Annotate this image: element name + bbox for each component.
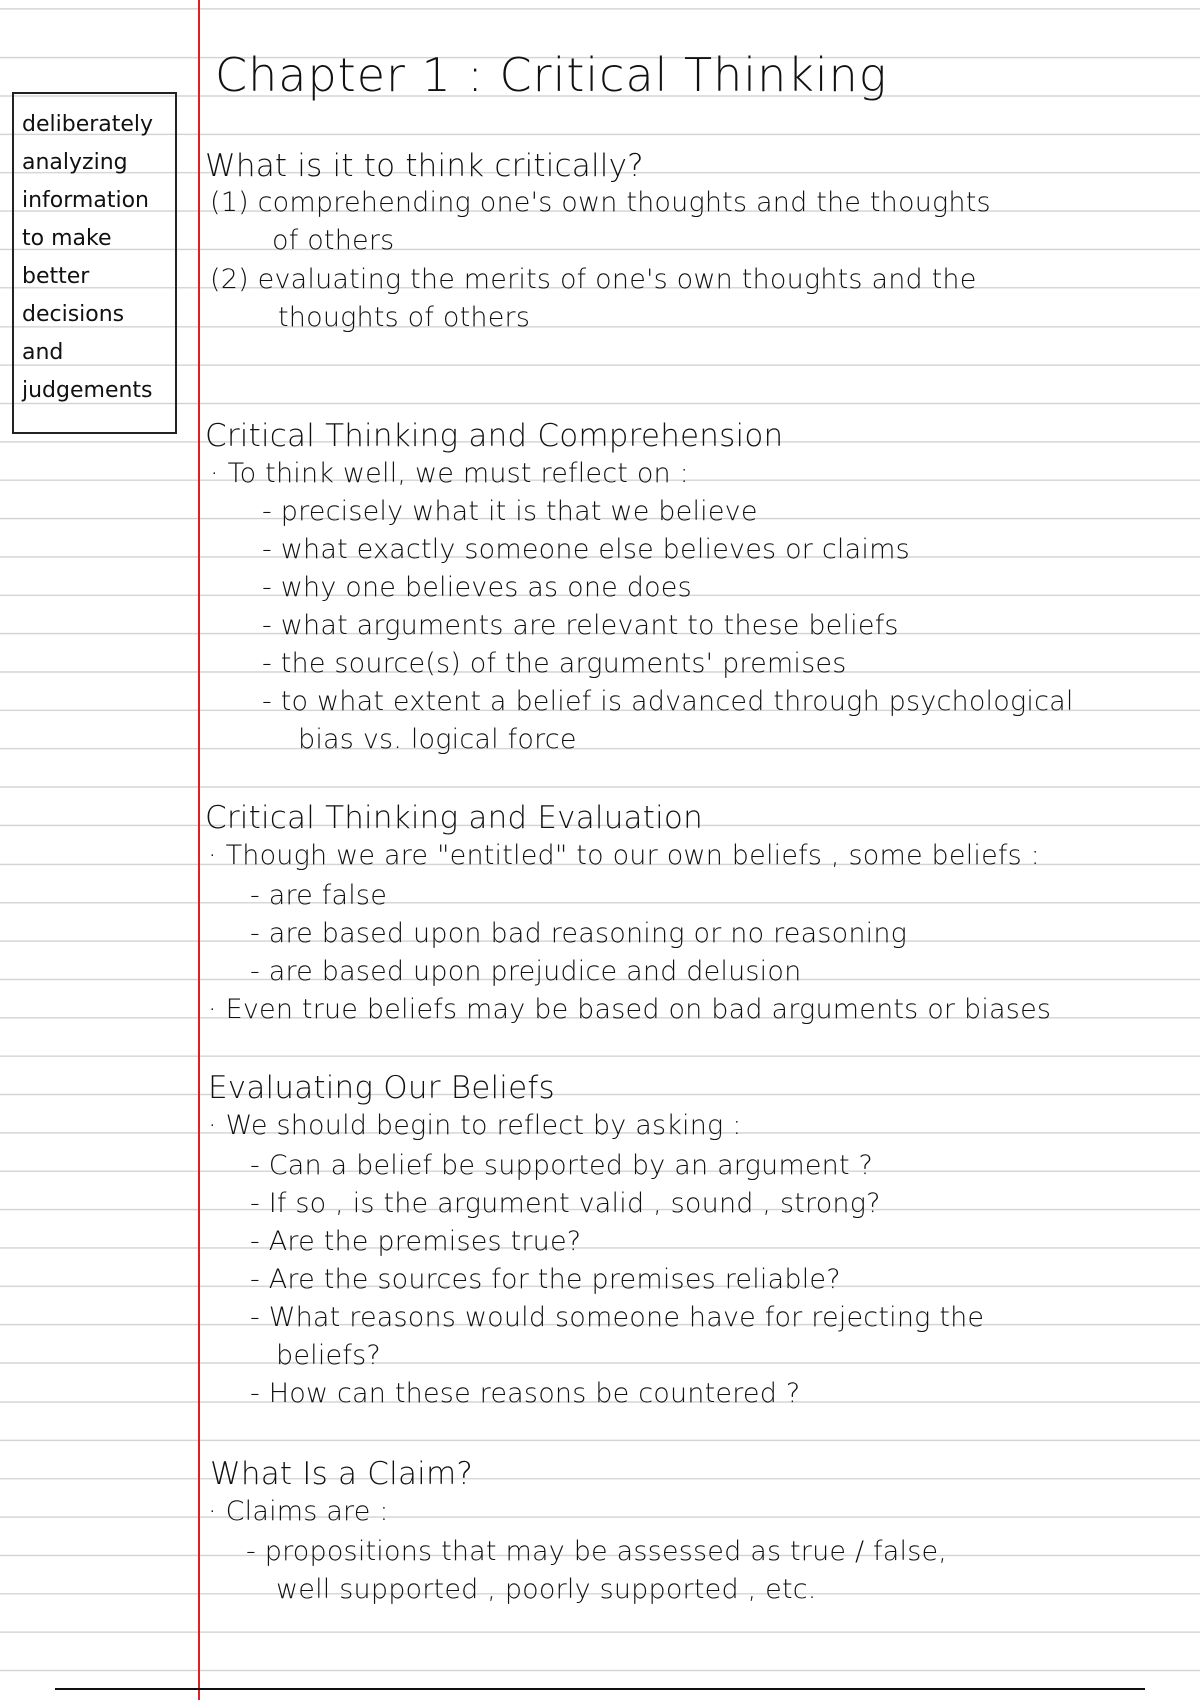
bullet-item: - Are the premises true? <box>250 1226 582 1257</box>
note-line: bias vs. logical force <box>298 724 577 755</box>
side-note-word: deliberately <box>22 112 154 137</box>
bullet-item: - What reasons would someone have for rejecting the <box>250 1302 985 1333</box>
red-margin-line <box>198 0 200 1700</box>
side-note-word: information <box>22 188 149 213</box>
note-line: · Though we are "entitled" to our own beliefs , some beliefs : <box>208 840 1040 871</box>
note-line: thoughts of others <box>278 302 531 333</box>
bullet-item: - what arguments are relevant to these beliefs <box>262 610 899 641</box>
note-line: · Even true beliefs may be based on bad arguments or biases <box>208 994 1052 1025</box>
section-heading: Evaluating Our Beliefs <box>208 1070 555 1106</box>
bullet-item: - why one believes as one does <box>262 572 692 603</box>
section-heading: What Is a Claim? <box>210 1456 474 1492</box>
bullet-item: - to what extent a belief is advanced through psychological <box>262 686 1074 717</box>
side-note-word: and <box>22 340 64 365</box>
bullet-item: - what exactly someone else believes or claims <box>262 534 910 565</box>
bullet-item: - propositions that may be assessed as true / false, <box>246 1536 948 1567</box>
bottom-rule <box>55 1688 1145 1690</box>
bullet-item: - are based upon bad reasoning or no reasoning <box>250 918 908 949</box>
section-heading: Critical Thinking and Comprehension <box>205 418 784 454</box>
bullet-item: - Can a belief be supported by an argument ? <box>250 1150 874 1181</box>
note-line: · To think well, we must reflect on : <box>210 458 689 489</box>
side-note-word: better <box>22 264 90 289</box>
page-title: Chapter 1 : Critical Thinking <box>215 48 888 102</box>
side-note-box <box>12 92 177 434</box>
note-line: well supported , poorly supported , etc. <box>276 1574 817 1605</box>
note-line: · Claims are : <box>208 1496 389 1527</box>
side-note-word: judgements <box>22 378 153 403</box>
bullet-item: - Are the sources for the premises reliable? <box>250 1264 841 1295</box>
bullet-item: - precisely what it is that we believe <box>262 496 758 527</box>
bullet-item: - are false <box>250 880 388 911</box>
note-line: (1) comprehending one's own thoughts and the thoughts <box>210 187 991 218</box>
note-line: of others <box>272 225 395 256</box>
bullet-item: - are based upon prejudice and delusion <box>250 956 802 987</box>
note-line: beliefs? <box>276 1340 381 1371</box>
bullet-item: - If so , is the argument valid , sound , strong? <box>250 1188 881 1219</box>
note-line: · We should begin to reflect by asking : <box>208 1110 742 1141</box>
bullet-item: - How can these reasons be countered ? <box>250 1378 801 1409</box>
section-heading: What is it to think critically? <box>205 148 644 184</box>
side-note-word: to make <box>22 226 112 251</box>
side-note-word: analyzing <box>22 150 128 175</box>
bullet-item: - the source(s) of the arguments' premises <box>262 648 847 679</box>
section-heading: Critical Thinking and Evaluation <box>205 800 703 836</box>
side-note-word: decisions <box>22 302 125 327</box>
note-line: (2) evaluating the merits of one's own thoughts and the <box>210 264 977 295</box>
